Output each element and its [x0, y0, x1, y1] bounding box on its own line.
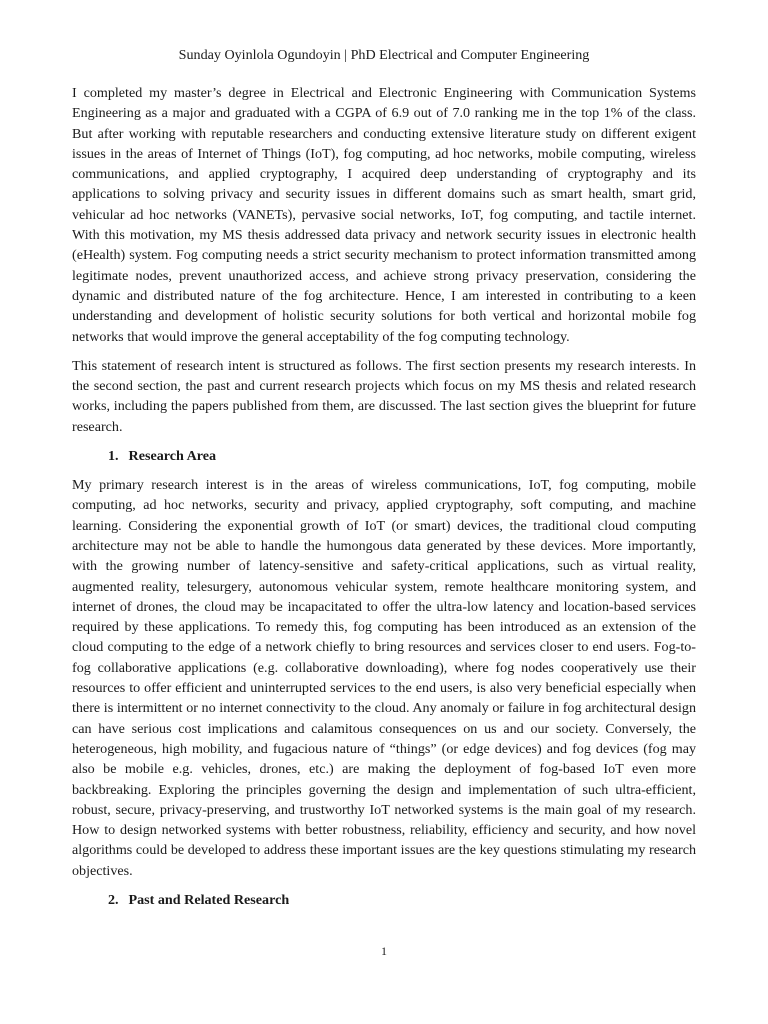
intro-paragraph-1: I completed my master’s degree in Electrical and Electronic Engineering with Communication Systems Engineering as a major and graduated with a CGPA of 6.9 out of 7.0 ranking me in the top 1% of the class. But after working with reputable researchers and conducting extensive literature study on different exigent issues in the areas of Internet of Things (IoT), fog computing, ad hoc networks, mobile computing, wireless communications, and applied cryptography, I acquired deep understanding of cryptography and its applications to solving privacy and security issues in different domains such as smart health, smart grid, vehicular ad hoc networks (VANETs), pervasive social networks, IoT, fog computing, and tactile internet. With this motivation, my MS thesis addressed data privacy and network security issues in electronic health (eHealth) system. Fog computing needs a strict security mechanism to protect information transmitted among legitimate nodes, prevent unauthorized access, and achieve strong privacy preservation, considering the dynamic and distributed nature of the fog architecture. Hence, I am interested in contributing to a keen understanding and development of holistic security solutions for both vertical and horizontal mobile fog networks that would improve the general acceptability of the fog computing technology. [72, 85, 696, 345]
page-header: Sunday Oyinlola Ogundoyin | PhD Electrical and Computer Engineering [178, 47, 590, 63]
page-number: 1 [381, 944, 387, 958]
section-title: Research Area [128, 448, 217, 465]
section-title: Past and Related Research [128, 891, 290, 908]
section-number: 2. [108, 891, 119, 908]
research-area-paragraph: My primary research interest is in the areas of wireless communications, IoT, fog computing, mobile computing, ad hoc networks, security and privacy, applied cryptography, soft computing, and machine learning. Considering the exponential growth of IoT (or smart) devices, the traditional cloud computing architecture may not be able to handle the humongous data generated by these devices. More importantly, with the growing number of latency-sensitive and safety-critical applications, such as virtual reality, augmented reality, telesurgery, autonomous vehicular system, remote healthcare monitoring system, and internet of drones, the cloud may be incapacitated to offer the ultra-low latency and location-based services required by these applications. To remedy this, fog computing has been introduced as an extension of the cloud computing to the edge of a network chiefly to bring resources and services closer to end users. Fog-to-fog collaborative applications (e.g. collaborative downloading), where fog nodes cooperatively use their resources to offer efficient and uninterrupted services to the end users, is also very beneficial especially when there is intermittent or no internet connectivity to the cloud. Any anomaly or failure in fog architectural design can have serious cost implications and calamitous consequences on us and our society. Conversely, the heterogeneous, high mobility, and fugacious nature of “things” (or edge devices) and fog devices (fog may also be mobile e.g. vehicles, drones, etc.) are making the deployment of fog-based IoT even more backbreaking. Exploring the principles governing the design and implementation of such ultra-efficient, robust, secure, privacy-preserving, and trustworthy IoT networked systems is the main goal of my research. How to design networked systems with better robustness, reliability, efficiency and security, and how novel algorithms could be developed to address these important issues are the key questions stimulating my research objectives. [72, 477, 696, 879]
intro-paragraph-2: This statement of research intent is structured as follows. The first section presents my research interests. In the second section, the past and current research projects which focus on my MS thesis and related research works, including the papers published from them, are discussed. The last section gives the blueprint for future research. [72, 357, 696, 435]
section-number: 1. [108, 448, 119, 465]
section-heading-research-area [72, 446, 696, 466]
section-heading-past-research [72, 890, 696, 910]
